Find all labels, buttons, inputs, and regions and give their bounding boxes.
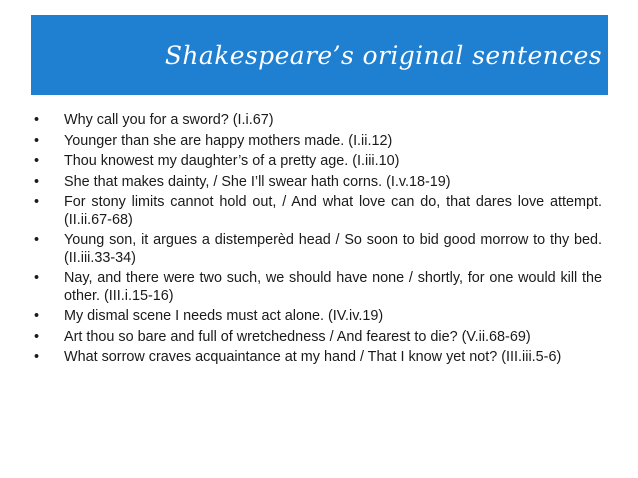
bullet-item (34, 133, 602, 151)
bullet-item (34, 329, 602, 347)
bullet-item (34, 174, 602, 192)
bullet-text: She that makes dainty, / She I’ll swear hath corns. (I.v.18-19) (64, 173, 451, 190)
bullet-list (34, 112, 602, 370)
bullet-dot-icon: • (34, 232, 40, 248)
bullet-item (34, 270, 602, 305)
bullet-dot-icon: • (34, 153, 40, 169)
bullet-dot-icon: • (34, 349, 40, 365)
bullet-dot-icon: • (34, 173, 40, 190)
bullet-dot-icon: • (34, 112, 40, 128)
bullet-item (34, 232, 602, 267)
slide-title: Shakespeare’s original sentences (164, 41, 602, 70)
bullet-dot-icon: • (34, 194, 40, 210)
title-bar (31, 15, 608, 95)
bullet-item (34, 194, 602, 229)
bullet-text: My dismal scene I needs must act alone. (IV.iv.19) (64, 308, 384, 324)
bullet-text: What sorrow craves acquaintance at my hand / That I know yet not? (III.iii.5-6) (64, 349, 562, 365)
bullet-text: Younger than she are happy mothers made. (I.ii.12) (64, 132, 393, 149)
bullet-item (34, 153, 602, 171)
bullet-text: Art thou so bare and full of wretchedness / And fearest to die? (V.ii.68-69) (64, 328, 531, 345)
bullet-text: Young son, it argues a distemperèd head / So soon to bid good morrow to thy bed. (II.iii.33-34) (64, 232, 602, 266)
bullet-text: For stony limits cannot hold out, / And what love can do, that dares love attempt. (II.ii.67-68) (64, 194, 602, 228)
bullet-dot-icon: • (34, 328, 40, 345)
bullet-dot-icon: • (34, 270, 40, 286)
bullet-item (34, 308, 602, 326)
bullet-item (34, 349, 602, 367)
bullet-text: Thou knowest my daughter’s of a pretty age. (I.iii.10) (64, 153, 400, 169)
bullet-dot-icon: • (34, 132, 40, 149)
bullet-dot-icon: • (34, 308, 40, 324)
bullet-text: Why call you for a sword? (I.i.67) (64, 112, 274, 128)
bullet-item (34, 112, 602, 130)
bullet-text: Nay, and there were two such, we should have none / shortly, for one would kill the other. (III.i.15-16) (64, 270, 602, 304)
